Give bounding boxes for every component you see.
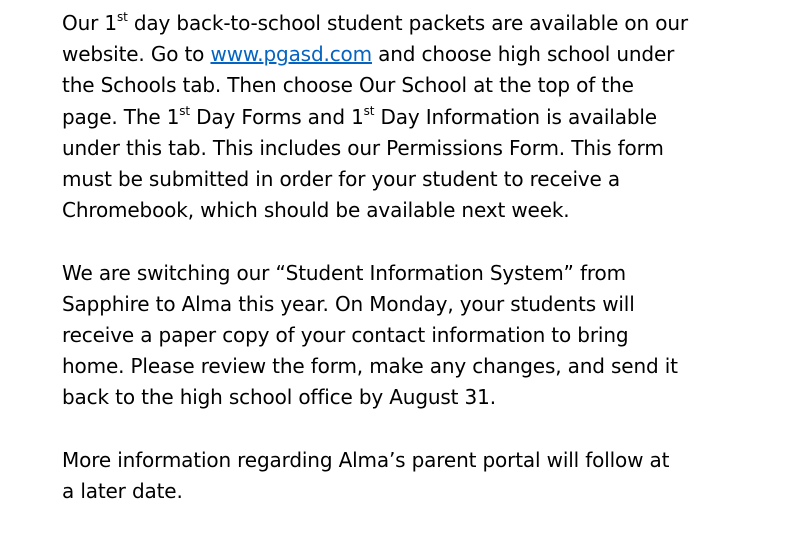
text-line: [62, 39, 752, 70]
text-line: [62, 8, 752, 39]
text-line: Chromebook, which should be available next week.: [62, 198, 570, 223]
text-line: Sapphire to Alma this year. On Monday, your students will: [62, 291, 635, 316]
paragraph-parent-portal: [62, 445, 752, 507]
text-run: Our 1: [62, 11, 117, 35]
text-run: and choose high school under: [371, 42, 675, 67]
text-line: We are switching our “Student Information System” from: [62, 260, 626, 285]
text-line: home. Please review the form, make any changes, and send it: [62, 354, 678, 379]
paragraph-packets: [62, 8, 752, 226]
text-run: Day Information is available: [374, 104, 657, 129]
text-line: a later date.: [62, 479, 183, 504]
paragraph-student-info-system: [62, 258, 752, 414]
text-line: More information regarding Alma’s parent portal will follow at: [62, 447, 670, 472]
paragraph-spacer: [62, 226, 752, 257]
ordinal-suffix: st: [179, 103, 190, 118]
text-line: must be submitted in order for your student to receive a: [62, 167, 621, 192]
text-run: day back-to-school student packets are available on our: [127, 11, 688, 35]
text-run: page. The 1: [62, 104, 180, 129]
ordinal-suffix: st: [116, 10, 128, 25]
text-line: the Schools tab. Then choose Our School at the top of the: [62, 73, 634, 98]
website-link[interactable]: www.pgasd.com: [210, 42, 372, 67]
ordinal-suffix: st: [363, 103, 375, 118]
text-run: website. Go to: [62, 42, 211, 67]
text-run: Day Forms and 1: [189, 104, 364, 129]
text-line: [62, 102, 752, 133]
paragraph-spacer: [62, 414, 752, 445]
text-line: under this tab. This includes our Permissions Form. This form: [62, 135, 664, 160]
text-line: receive a paper copy of your contact information to bring: [62, 323, 629, 348]
document-body: [62, 8, 752, 507]
text-line: back to the high school office by August 31.: [62, 385, 496, 410]
